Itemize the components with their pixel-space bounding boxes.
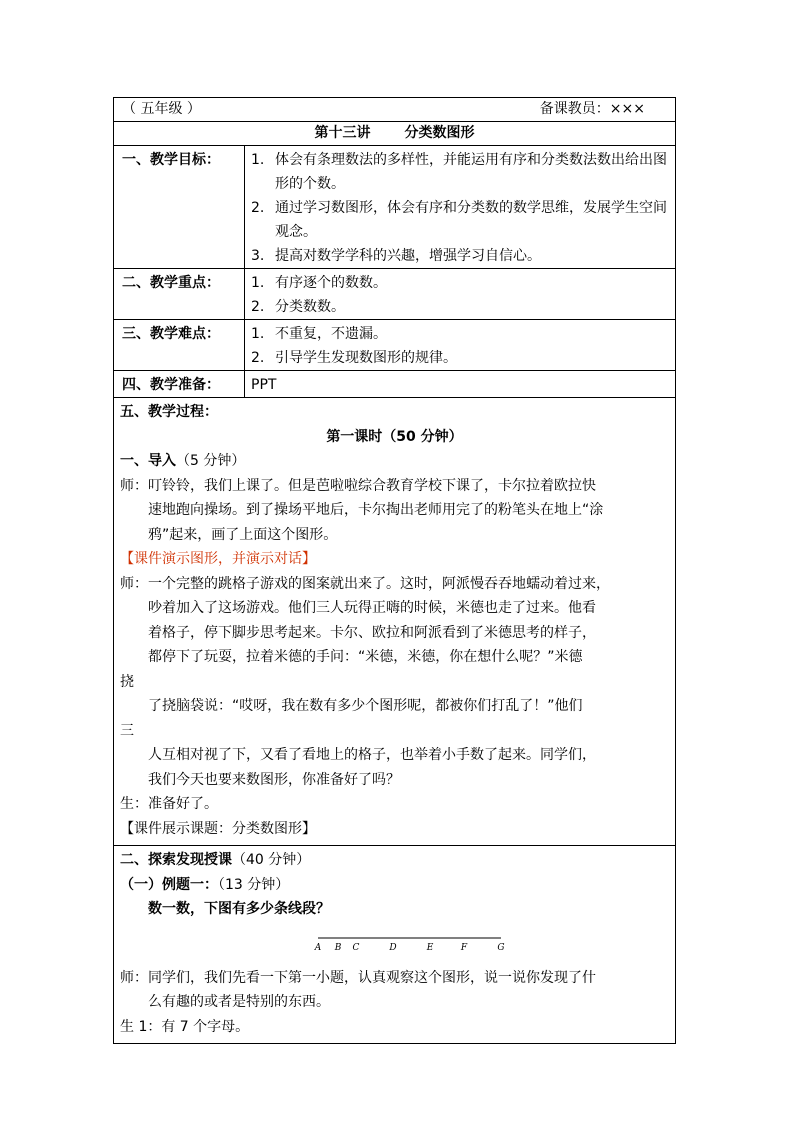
point-label: E xyxy=(426,942,434,953)
intro-heading: 一、导入（5 分钟） xyxy=(120,453,246,469)
list-item: 2. 引导学生发现数图形的规律。 xyxy=(251,350,457,366)
point-label: D xyxy=(389,942,397,953)
lesson-heading: 第一课时（50 分钟） xyxy=(326,428,463,445)
objectives-list xyxy=(245,146,675,268)
teacher-line: 了挠脑袋说：“哎呀，我在数有多少个图形呢，都被你们打乱了！”他们 xyxy=(148,698,583,714)
difficulties-label: 三、教学难点： xyxy=(114,320,245,370)
point-label: A xyxy=(314,942,322,953)
list-item: 2. 通过学习数图形，体会有序和分类数的数学思维，发展学生空间观念。 xyxy=(251,200,667,240)
difficulties-row xyxy=(114,320,675,371)
example-heading: （一）例题一：（13 分钟） xyxy=(120,876,290,893)
teacher-line: 我们今天也要来数图形，你准备好了吗？ xyxy=(148,771,400,788)
keypoints-list xyxy=(245,269,675,319)
question-text: 数一数，下图有多少条线段？ xyxy=(148,901,330,917)
explore-heading: 二、探索发现授课（40 分钟） xyxy=(120,852,311,868)
prep-value: PPT xyxy=(251,377,277,393)
teacher-line: 师：叮铃铃，我们上课了。但是芭啦啦综合教育学校下课了，卡尔拉着欧拉快 xyxy=(120,477,596,494)
objectives-row xyxy=(114,146,675,269)
teacher-line: 师：一个完整的跳格子游戏的图案就出来了。这时，阿派慢吞吞地蠕动着过来， xyxy=(120,575,610,592)
process-label: 五、教学过程： xyxy=(120,404,218,420)
lecture-topic: 分类数图形 xyxy=(404,125,475,141)
line-segment-figure xyxy=(120,928,669,960)
prep-label: 四、教学准备： xyxy=(114,371,245,397)
wrap-char: 挠 xyxy=(120,673,134,690)
teacher-line: 鸦”起来，画了上面这个图形。 xyxy=(148,526,338,543)
explore-section xyxy=(114,846,675,1043)
teacher-line: 人互相对视了下，又看了看地上的格子，也举着小手数了起来。同学们， xyxy=(148,747,596,763)
objectives-label: 一、教学目标： xyxy=(114,146,245,268)
list-item: 1. 有序逐个的数数。 xyxy=(251,275,387,291)
list-item: 1. 体会有条理数法的多样性，并能运用有序和分类数法数出给出图形的个数。 xyxy=(251,152,667,192)
teacher-line: 么有趣的或者是特别的东西。 xyxy=(148,994,330,1010)
segment-diagram xyxy=(120,928,669,960)
list-item: 2. 分类数数。 xyxy=(251,299,345,315)
wrap-char: 三 xyxy=(120,722,134,739)
lecture-number: 第十三讲 xyxy=(314,125,371,141)
keypoints-row xyxy=(114,269,675,320)
point-label: B xyxy=(334,942,342,953)
lesson-plan-table xyxy=(113,97,676,1044)
grade-label: （ 五年级 ） xyxy=(122,101,201,117)
difficulties-list xyxy=(245,320,675,370)
header-row xyxy=(114,98,675,122)
title-row xyxy=(114,122,675,146)
process-section xyxy=(114,398,675,846)
teacher-line: 师：同学们，我们先看一下第一小题，认真观察这个图形，说一说你发现了什 xyxy=(120,969,596,986)
teacher-line: 速地跑向操场。到了操场平地后，卡尔掏出老师用完了的粉笔头在地上“涂 xyxy=(148,502,604,518)
point-label: C xyxy=(352,942,360,953)
student-line: 生 1：有 7 个字母。 xyxy=(120,1018,250,1035)
list-item: 3. 提高对数学学科的兴趣，增强学习自信心。 xyxy=(251,248,541,264)
point-label: F xyxy=(460,942,468,953)
prep-row xyxy=(114,371,675,398)
point-label: G xyxy=(497,942,505,953)
teacher-line: 都停下了玩耍，拉着米德的手问：“米德，米德，你在想什么呢？”米德 xyxy=(148,649,583,665)
courseware-note: 【课件展示课题：分类数图形】 xyxy=(120,820,316,837)
student-line: 生：准备好了。 xyxy=(120,796,218,812)
teacher-line: 吵着加入了这场游戏。他们三人玩得正嗨的时候，米德也走了过来。他看 xyxy=(148,600,596,616)
teacher-line: 着格子，停下脚步思考起来。卡尔、欧拉和阿派看到了米德思考的样子， xyxy=(148,624,596,641)
keypoints-label: 二、教学重点： xyxy=(114,269,245,319)
teacher-label: 备课教员：××× xyxy=(539,101,645,117)
courseware-note: 【课件演示图形，并演示对话】 xyxy=(120,551,316,567)
list-item: 1. 不重复，不遗漏。 xyxy=(251,326,387,342)
